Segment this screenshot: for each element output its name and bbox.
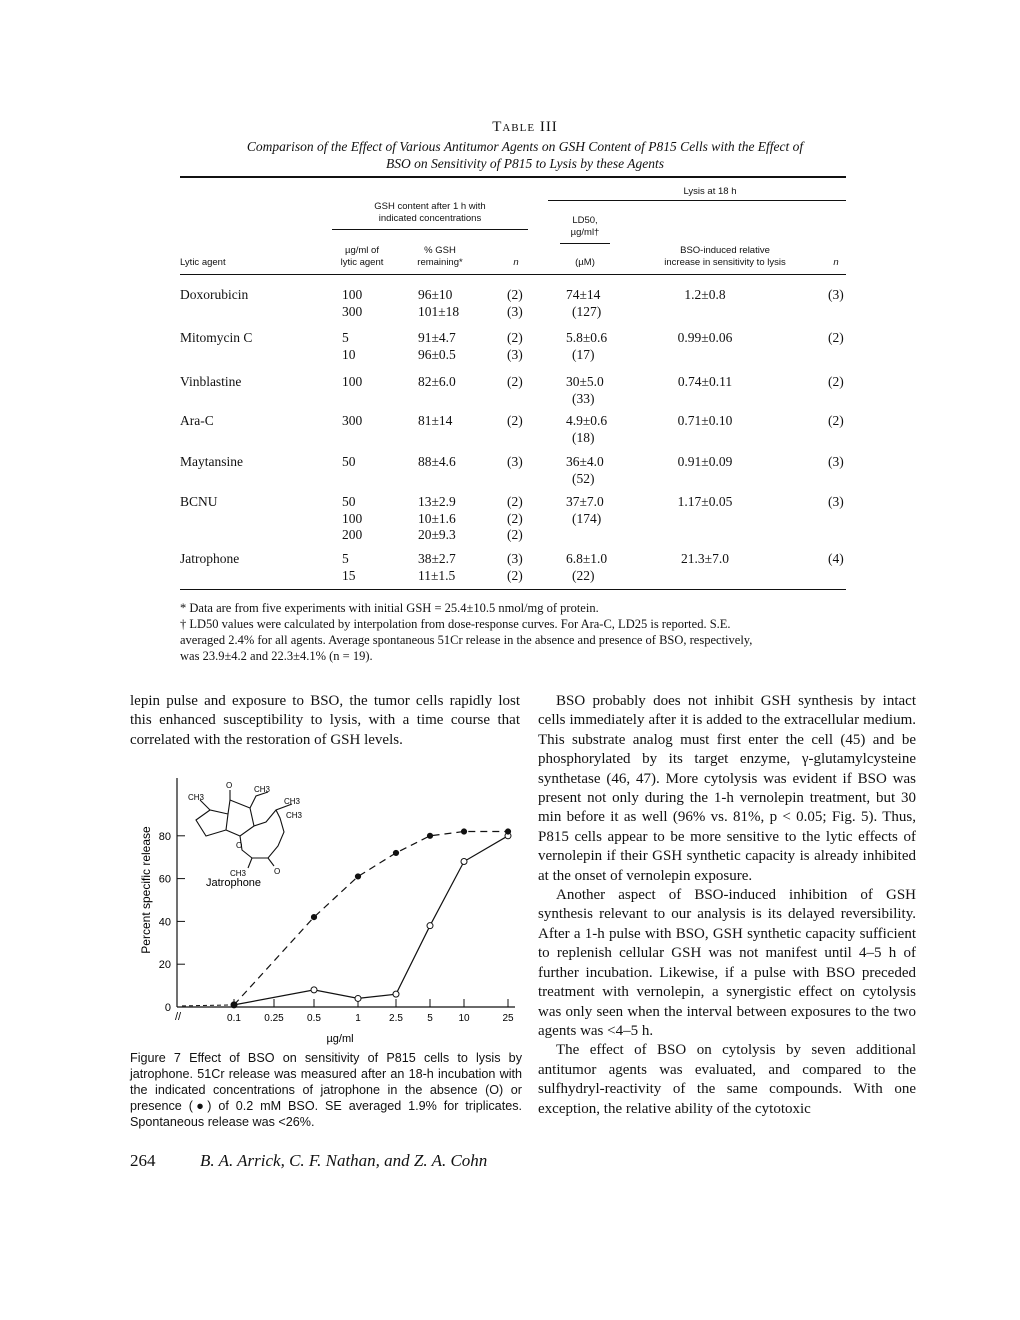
table-cell-bso-increase: 0.71±0.10 <box>677 413 733 428</box>
table-cell-concentration: 200 <box>342 527 363 542</box>
table-cell-concentration: 100 <box>342 510 363 526</box>
x-tick-label: 25 <box>502 1013 514 1024</box>
table-cell-concentration: 5 <box>342 330 349 345</box>
table-footnote-2-line-2: averaged 2.4% for all agents. Average spontaneous 51Cr release in the absence and presence of BSO, respectively, <box>180 633 753 647</box>
data-point-control <box>427 923 433 929</box>
structure-ch3-e: CH3 <box>230 869 247 878</box>
series-lead-in <box>182 1005 234 1006</box>
table-cell-bso-increase: 0.91±0.09 <box>677 454 733 469</box>
table-footnote-2 <box>180 616 870 664</box>
ld50-rule <box>560 243 610 244</box>
table-cell-n: (2) <box>507 287 523 302</box>
header-bottom-rule <box>180 274 846 275</box>
table-cell-n: (2) <box>507 330 523 345</box>
jatrophone-structure <box>196 790 292 868</box>
data-point-bso <box>505 829 510 834</box>
table-cell-bso-n: (2) <box>828 374 844 389</box>
x-axis-label: µg/ml <box>326 1033 354 1045</box>
table-cell-bso-increase: 1.17±0.05 <box>677 494 733 509</box>
header-bso-increase <box>640 245 810 269</box>
header-gsh-group-line-1: GSH content after 1 h with <box>374 201 486 212</box>
table-cell-bso-n: (3) <box>828 494 844 509</box>
table-cell-bso-n: (3) <box>828 454 844 469</box>
table-caption-line-2: BSO on Sensitivity of P815 to Lysis by these Agents <box>386 156 664 171</box>
structure-ch3-d: CH3 <box>286 811 303 820</box>
header-concentration-line-2: lytic agent <box>340 257 384 268</box>
table-cell-gsh: 10±1.6 <box>418 510 456 526</box>
table-cell-concentration: 10 <box>342 346 356 362</box>
table-top-rule <box>180 176 846 178</box>
table-cell-gsh: 11±1.5 <box>418 567 456 583</box>
table-bottom-rule <box>180 589 846 590</box>
table-cell-ld50: 74±14 <box>566 287 601 302</box>
header-gsh-remaining <box>400 245 480 269</box>
structure-ch3-a: CH3 <box>188 793 205 802</box>
table-cell-ld50-um: (33) <box>572 390 595 406</box>
table-title: Table III <box>492 119 558 135</box>
page-number: 264 <box>130 1151 156 1170</box>
table-cell-concentration: 50 <box>342 494 356 509</box>
table-cell-gsh: 81±14 <box>418 413 453 428</box>
table-cell-agent: Vinblastine <box>180 374 242 389</box>
y-tick-label: 60 <box>158 873 171 886</box>
table-cell-n: (3) <box>507 346 523 362</box>
data-point-bso <box>393 850 398 855</box>
table-cell-ld50: 36±4.0 <box>566 454 604 469</box>
structure-label: Jatrophone <box>206 877 262 889</box>
table-cell-gsh: 20±9.3 <box>418 527 456 542</box>
left-paragraph: lepin pulse and exposure to BSO, the tumor cells rapidly lost this enhanced susceptibility to lysis, with a time course that correlated with the restoration of GSH levels. <box>130 693 520 748</box>
header-n-lysis: n <box>833 257 839 268</box>
table-cell-gsh: 101±18 <box>418 303 460 319</box>
table-cell-n: (2) <box>507 413 523 428</box>
header-gsh-group-line-2: indicated concentrations <box>378 213 482 224</box>
structure-ch3-b: CH3 <box>254 785 271 794</box>
table-cell-bso-n: (2) <box>828 330 844 345</box>
table-cell-concentration: 300 <box>342 413 363 428</box>
x-tick-label: 0.25 <box>264 1013 284 1024</box>
structure-o-b: O <box>236 841 243 850</box>
table-caption-line-1: Comparison of the Effect of Various Antitumor Agents on GSH Content of P815 Cells with the Effect of <box>246 139 804 154</box>
x-tick-label: 5 <box>427 1013 433 1024</box>
table-cell-ld50-um: (22) <box>572 567 595 583</box>
table-cell-ld50-um: (127) <box>572 303 602 319</box>
data-point-control <box>393 991 399 997</box>
table-cell-ld50: 4.9±0.6 <box>566 413 608 428</box>
table-cell-agent: Doxorubicin <box>180 287 249 302</box>
header-bso-increase-line-2: increase in sensitivity to lysis <box>664 257 786 268</box>
header-ld50-um: (µM) <box>575 257 595 268</box>
table-cell-gsh: 38±2.7 <box>418 551 456 566</box>
table-cell-n: (2) <box>507 494 523 509</box>
x-tick-label: 0.5 <box>307 1013 321 1024</box>
running-authors: B. A. Arrick, C. F. Nathan, and Z. A. Cohn <box>200 1151 488 1170</box>
table-cell-gsh: 96±10 <box>418 287 453 302</box>
table-cell-bso-increase: 21.3±7.0 <box>681 551 729 566</box>
table-cell-concentration: 50 <box>342 454 356 469</box>
y-ticks <box>159 831 185 1014</box>
table-cell-bso-increase: 0.99±0.06 <box>677 330 733 345</box>
x-tick-label: 10 <box>458 1013 470 1024</box>
table-cell-ld50-um: (18) <box>572 429 595 445</box>
right-paragraph-2: Another aspect of BSO-induced inhibition of GSH synthesis relevant to our analysis is its delayed reversibility. After a 1-h pulse with BSO, GSH synthetic capacity sufficient to replenish cellular GSH was not manifest until 4–5 h of further incubation. Likewise, if a pulse with BSO preceded treatment with vernolepin, a synergistic effect on cytolysis was only seen when the interval between exposures to the two agents was <4–5 h. <box>538 887 916 1039</box>
table-cell-bso-n: (4) <box>828 551 844 566</box>
data-point-control <box>311 987 317 993</box>
lysis-group-rule <box>548 200 846 201</box>
structure-ch3-c: CH3 <box>284 797 301 806</box>
table-footnote-2-line-1: † LD50 values were calculated by interpolation from dose-response curves. For Ara-C, LD25 is reported. S.E. <box>180 617 731 631</box>
x-tick-label: 0.1 <box>227 1013 241 1024</box>
table-cell-agent: Ara-C <box>180 413 214 428</box>
data-point-bso <box>355 874 360 879</box>
x-tick-label: 1 <box>355 1013 361 1024</box>
structure-o-a: O <box>226 781 233 790</box>
table-cell-gsh: 96±0.5 <box>418 346 456 362</box>
table-cell-n: (2) <box>507 527 523 542</box>
header-lytic-agent: Lytic agent <box>180 257 226 268</box>
table-cell-bso-increase: 0.74±0.11 <box>677 374 733 389</box>
table-footnote-2-line-3: was 23.9±4.2 and 22.3±4.1% (n = 19). <box>180 649 373 663</box>
left-column-text <box>130 692 520 750</box>
figure-7-chart <box>130 770 522 1045</box>
data-point-bso <box>231 1002 236 1007</box>
figure-caption: Figure 7 Effect of BSO on sensitivity of P815 cells to lysis by jatrophone. 51Cr release was measured after an 18-h incubation with the indicated concentrations of jatrophone in the absence (O) or presence (●) of 0.2 mM BSO. SE averaged 1.9% for triplicates. Spontaneous release was <26%. <box>130 1051 522 1129</box>
gsh-group-rule <box>332 229 528 230</box>
table-cell-concentration: 5 <box>342 551 349 566</box>
axis-break-mark: // <box>175 1011 182 1023</box>
data-point-bso <box>311 915 316 920</box>
header-concentration-line-1: µg/ml of <box>345 245 379 256</box>
table-cell-n: (3) <box>507 303 523 319</box>
table-cell-ld50: 6.8±1.0 <box>566 551 608 566</box>
y-tick-label: 80 <box>158 830 171 843</box>
table-cell-agent: BCNU <box>180 494 218 509</box>
table-cell-gsh: 91±4.7 <box>418 330 456 345</box>
table-cell-agent: Mitomycin C <box>180 330 253 345</box>
table-cell-bso-n: (3) <box>828 287 844 302</box>
table-cell-agent: Jatrophone <box>180 551 240 566</box>
data-point-bso <box>427 833 432 838</box>
y-axis-label: Percent specific release <box>139 826 153 954</box>
data-point-control <box>355 995 361 1001</box>
header-bso-increase-line-1: BSO-induced relative <box>680 245 770 256</box>
right-column-text <box>538 692 916 1119</box>
y-tick-label: 0 <box>164 1002 171 1014</box>
table-cell-ld50-um: (174) <box>572 510 602 526</box>
table-cell-bso-increase: 1.2±0.8 <box>684 287 726 302</box>
header-ld50-line-2: µg/ml† <box>570 227 600 238</box>
table-cell-agent: Maytansine <box>180 454 243 469</box>
y-tick-label: 40 <box>158 916 171 929</box>
y-tick-label: 20 <box>158 959 171 972</box>
table-cell-ld50-um: (52) <box>572 470 595 486</box>
header-gsh-remaining-line-1: % GSH <box>424 245 456 256</box>
table-cell-ld50-um: (17) <box>572 346 595 362</box>
header-ld50 <box>550 215 620 239</box>
table-footnote-1: * Data are from five experiments with initial GSH = 25.4±10.5 nmol/mg of protein. <box>180 601 599 615</box>
table-cell-gsh: 82±6.0 <box>418 374 456 389</box>
table-cell-ld50: 37±7.0 <box>566 494 604 509</box>
data-point-bso <box>461 829 466 834</box>
table-cell-concentration: 100 <box>342 374 363 389</box>
x-ticks <box>227 999 514 1024</box>
table-cell-n: (3) <box>507 551 523 566</box>
table-cell-concentration: 300 <box>342 303 363 319</box>
right-paragraph-3: The effect of BSO on cytolysis by seven additional antitumor agents was evaluated, and compared to the sulfhydryl-reactivity of the same compounds. With one exception, the relative ability of the cytotoxic <box>538 1042 916 1117</box>
header-ld50-line-1: LD50, <box>572 215 598 226</box>
header-concentration <box>322 245 402 269</box>
table-cell-n: (2) <box>507 510 523 526</box>
table-cell-n: (2) <box>507 374 523 389</box>
table-cell-ld50: 30±5.0 <box>566 374 604 389</box>
header-n-gsh: n <box>513 257 519 268</box>
table-cell-concentration: 100 <box>342 287 363 302</box>
table-cell-gsh: 88±4.6 <box>418 454 456 469</box>
table-cell-ld50: 5.8±0.6 <box>566 330 608 345</box>
table-cell-n: (2) <box>507 567 523 583</box>
x-tick-label: 2.5 <box>389 1013 403 1024</box>
right-paragraph-1: BSO probably does not inhibit GSH synthesis by intact cells immediately after it is added to the extracellular medium. This substrate analog must first enter the cell (45) and be phosphorylated by its target enzyme, γ-glutamylcysteine synthetase (46, 47). More cytolysis was evident if BSO was present not only during the 1-h vernolepin treatment, but 30 min before it as well (96% vs. 81%, p < 0.05; Fig. 5). Thus, P815 cells appear to be more sensitive to the lytic effects of vernolepin if their GSH synthetic capacity is already inhibited at the onset of vernolepin exposure. <box>538 693 916 884</box>
table-cell-gsh: 13±2.9 <box>418 494 456 509</box>
plot-area <box>182 829 511 1008</box>
header-gsh-remaining-line-2: remaining* <box>417 257 463 268</box>
header-gsh-group <box>330 201 530 225</box>
table-cell-n: (3) <box>507 454 523 469</box>
table-cell-bso-n: (2) <box>828 413 844 428</box>
series-line-bso <box>234 832 508 1005</box>
header-lysis-group: Lysis at 18 h <box>683 186 737 197</box>
structure-o-c: O <box>274 867 281 876</box>
table-caption <box>200 138 850 172</box>
data-point-control <box>461 858 467 864</box>
table-cell-concentration: 15 <box>342 567 356 583</box>
